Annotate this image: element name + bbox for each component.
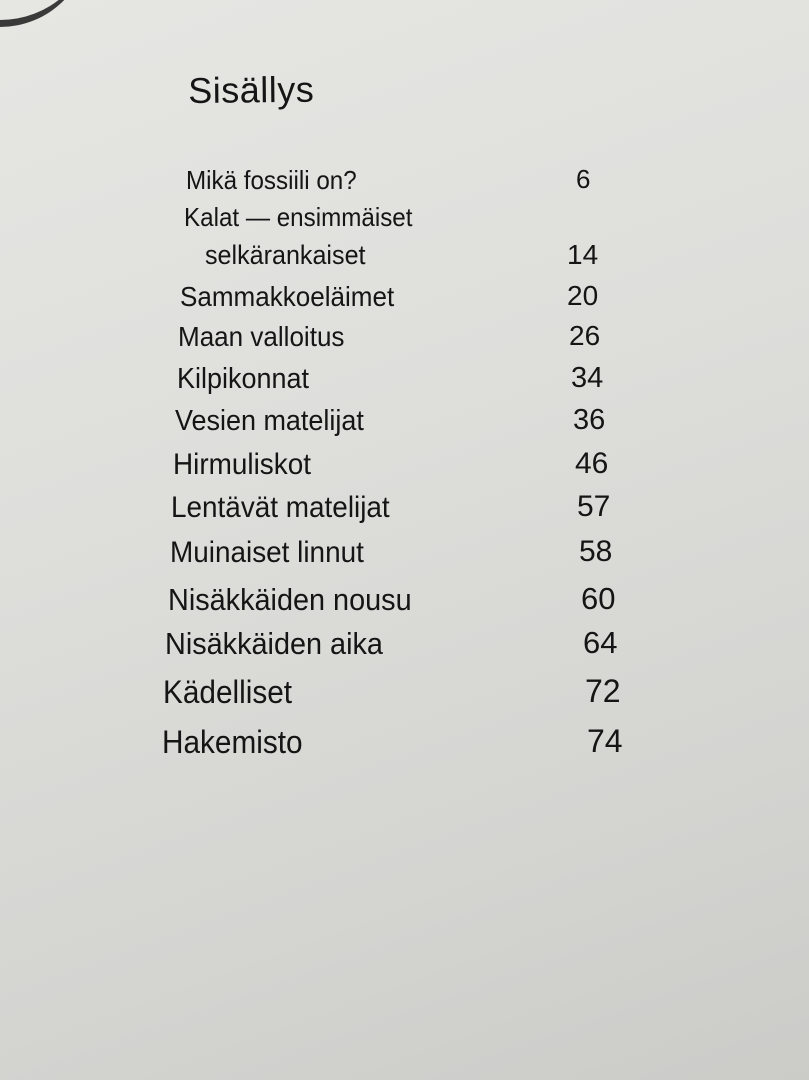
toc-entry-title: Lentävät matelijat [171,491,390,524]
page-corner-curve [0,0,90,27]
toc-entry-title: Mikä fossiili on? [186,165,357,195]
toc-entry-page: 64 [583,625,618,660]
toc-entry-title: Kalat — ensimmäiset [184,202,413,232]
toc-entry-page: 58 [579,535,613,568]
toc-entry-page: 20 [567,280,599,311]
toc-entry-title: Vesien matelijat [175,405,364,437]
toc-entry-title: selkärankaiset [205,240,366,270]
toc-entry-title: Muinaiset linnut [170,536,364,569]
toc-entry-page: 26 [569,320,601,351]
toc-entry-title: Nisäkkäiden aika [165,626,383,661]
toc-entry-title: Nisäkkäiden nousu [168,582,412,617]
toc-entry-page: 14 [567,239,599,270]
toc-entry-page: 60 [581,581,616,616]
toc-entry-title: Sammakkoeläimet [180,281,395,312]
toc-entry-title: Hirmuliskot [173,448,311,481]
toc-entry-page: 34 [571,362,604,394]
toc-entry-page: 74 [587,723,623,759]
toc-entry-page: 57 [577,490,611,523]
toc-entry-page: 46 [575,447,609,480]
toc-entry-page: 36 [573,404,606,436]
toc-entry-page: 6 [576,164,591,194]
toc-entry-title: Kädelliset [163,674,293,710]
toc-entry-title: Hakemisto [162,724,303,760]
toc-heading: Sisällys [188,68,315,111]
toc-entry-title: Kilpikonnat [177,363,309,395]
toc-entry-title: Maan valloitus [178,321,345,352]
toc-entry-page: 72 [585,673,621,709]
